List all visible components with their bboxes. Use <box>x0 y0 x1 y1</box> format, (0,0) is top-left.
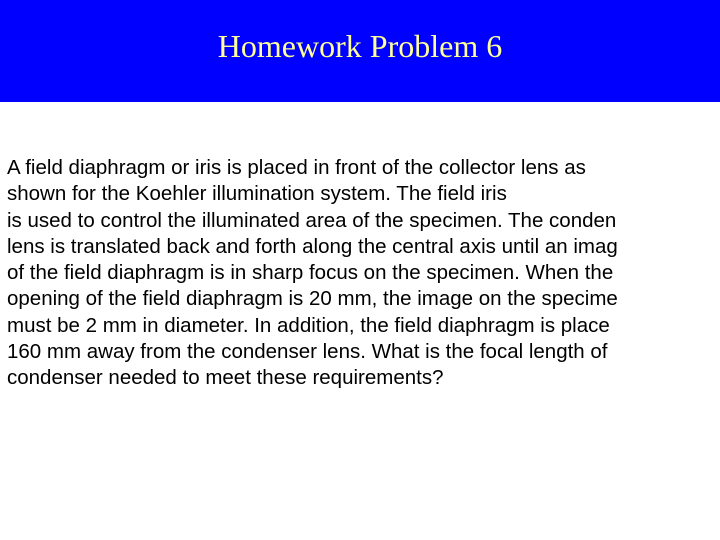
slide-title: Homework Problem 6 <box>217 28 503 64</box>
problem-text-line: opening of the field diaphragm is 20 mm, the image on the specime <box>7 287 618 311</box>
problem-text-line: is used to control the illuminated area of the specimen. The conden <box>7 208 617 232</box>
problem-text-line: A field diaphragm or iris is placed in front of the collector lens as <box>7 156 586 179</box>
problem-text-line: 160 mm away from the condenser lens. What is the focal length of <box>7 340 608 364</box>
problem-text <box>7 155 720 392</box>
problem-text-line: condenser needed to meet these requirements? <box>7 366 444 390</box>
title-banner <box>0 0 720 102</box>
problem-text-line: lens is translated back and forth along the central axis until an imag <box>7 234 618 258</box>
problem-text-line: must be 2 mm in diameter. In addition, the field diaphragm is place <box>7 313 610 337</box>
problem-text-line: shown for the Koehler illumination system. The field iris <box>7 182 507 206</box>
problem-text-line: of the field diaphragm is in sharp focus on the specimen. When the <box>7 261 614 285</box>
